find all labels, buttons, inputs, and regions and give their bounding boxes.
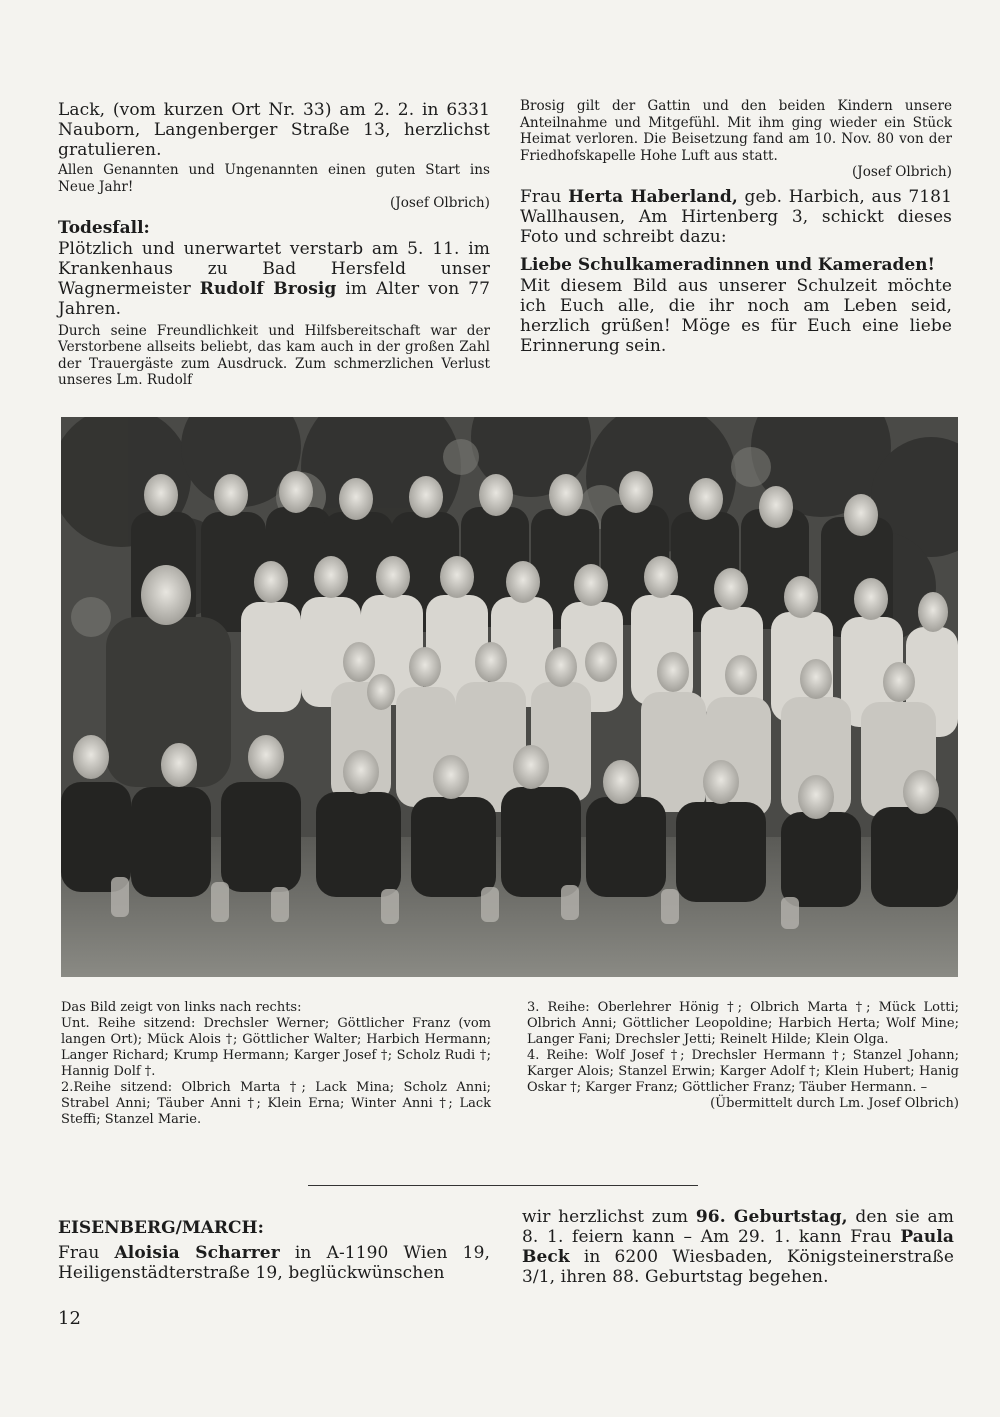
paragraph-photo-sender	[520, 187, 952, 247]
paragraph-gratulation: Lack, (vom kurzen Ort Nr. 33) am 2. 2. in 6331 Nauborn, Langenberger Straße 13, herzlichst gratulieren.	[58, 100, 490, 160]
birthday-text-e: in 6200 Wiesbaden, Königsteinerstraße 3/1, ihren 88. Geburtstag begehen.	[522, 1247, 954, 1287]
caption-row-2: 2.Reihe sitzend: Olbrich Marta †; Lack Mina; Scholz Anni; Strabel Anni; Täuber Anni †; Klein Erna; Winter Anni †; Lack Steffi; Stanzel Marie.	[61, 1080, 491, 1127]
column-right-bottom	[522, 1207, 954, 1287]
signature-line	[58, 195, 490, 212]
paragraph-condolence: Durch seine Freundlichkeit und Hilfsbereitschaft war der Verstorbene allseits beliebt, das kam auch in der großen Zahl der Trauergäste zum Ausdruck. Zum schmerzlichen Verlust unseres Lm. Rudolf	[58, 322, 490, 388]
paragraph-greeting: Mit diesem Bild aus unserer Schulzeit möchte ich Euch alle, die ihr noch am Leben seid, herzlich grüßen! Möge es für Euch eine liebe Erinnerung sein.	[520, 275, 952, 356]
deceased-name: Rudolf Brosig	[199, 278, 337, 299]
section-divider	[308, 1185, 698, 1186]
column-right-top	[520, 98, 952, 356]
paragraph-death-notice	[58, 239, 490, 319]
death-notice-text-b: im Alter von 77 Jahren.	[58, 278, 490, 319]
paragraph-birthday-1	[58, 1243, 490, 1283]
death-notice-text-a: Plötzlich und unerwartet verstarb am 5. 11. im Krankenhaus zu Bad Hersfeld unser Wagnermeister	[58, 238, 490, 299]
signature: (Josef Olbrich)	[389, 195, 490, 211]
caption-intro: Das Bild zeigt von links nach rechts:	[61, 1000, 302, 1015]
birthday-text-c: wir herzlichst zum	[522, 1207, 689, 1227]
paragraph-birthday-2	[522, 1207, 954, 1287]
class-photo	[61, 417, 958, 977]
birthday-name-2: Paula Beck	[522, 1227, 954, 1267]
signature-2: (Josef Olbrich)	[851, 164, 952, 180]
new-year-text: Allen Genannten und Ungenannten einen guten Start ins Neue Jahr!	[58, 162, 490, 195]
heading-todesfall: Todesfall:	[58, 217, 150, 238]
signature-line-2	[520, 164, 952, 181]
birthday-text-d: den sie am 8. 1. feiern kann – Am 29. 1. kann Frau	[522, 1207, 954, 1247]
heading-eisenberg: EISENBERG/MARCH:	[58, 1218, 264, 1238]
birthday-text-a: Frau	[58, 1243, 100, 1263]
caption-right	[527, 1000, 959, 1112]
birthday-age-96: 96. Geburtstag,	[695, 1207, 848, 1227]
caption-row-1: Unt. Reihe sitzend: Drechsler Werner; Göttlicher Franz (vom langen Ort); Mück Alois †; Göttlicher Walter; Harbich Hermann; Langer Richard; Krump Hermann; Karger Josef †; Scholz Rudi †; Hannig Dolf †.	[61, 1016, 491, 1079]
class-photo-image	[61, 417, 958, 977]
caption-row-3: 3. Reihe: Oberlehrer Hönig †; Olbrich Marta †; Mück Lotti; Olbrich Anni; Göttlicher Leopoldine; Harbich Herta; Wolf Mine; Langer Fani; Drechsler Jetti; Reinelt Hilde; Klein Olga.	[527, 1000, 959, 1047]
paragraph-new-year	[58, 162, 490, 195]
caption-row-4: 4. Reihe: Wolf Josef †; Drechsler Hermann †; Stanzel Johann; Karger Alois; Stanzel Erwin; Karger Adolf †; Klein Hubert; Hanig Oskar †; Karger Franz; Göttlicher Franz; Täuber Hermann. –	[527, 1048, 959, 1095]
caption-left	[61, 1000, 491, 1128]
birthday-text-b: in A-1190 Wien 19, Heiligenstädterstraße 19, beglückwünschen	[58, 1243, 490, 1283]
page-number: 12	[58, 1308, 81, 1329]
sender-text-b: geb. Harbich, aus 7181 Wallhausen, Am Hirtenberg 3, schickt dieses Foto und schreibt dazu:	[520, 186, 952, 247]
column-left-top	[58, 100, 490, 389]
sender-name: Herta Haberland,	[568, 186, 738, 207]
sender-text-a: Frau	[520, 186, 562, 207]
funeral-text: Brosig gilt der Gattin und den beiden Kindern unsere Anteilnahme und Mitgefühl. Mit ihm ging wieder ein Stück Heimat verloren. Die Beisetzung fand am 10. Nov. 80 von der Friedhofskapelle Hohe Luft aus statt.	[520, 98, 952, 164]
column-left-bottom	[58, 1217, 490, 1283]
caption-source: (Übermittelt durch Lm. Josef Olbrich)	[710, 1096, 959, 1111]
birthday-name-1: Aloisia Scharrer	[114, 1243, 280, 1263]
paragraph-funeral	[520, 98, 952, 164]
greeting-heading: Liebe Schulkameradinnen und Kameraden!	[520, 254, 935, 275]
